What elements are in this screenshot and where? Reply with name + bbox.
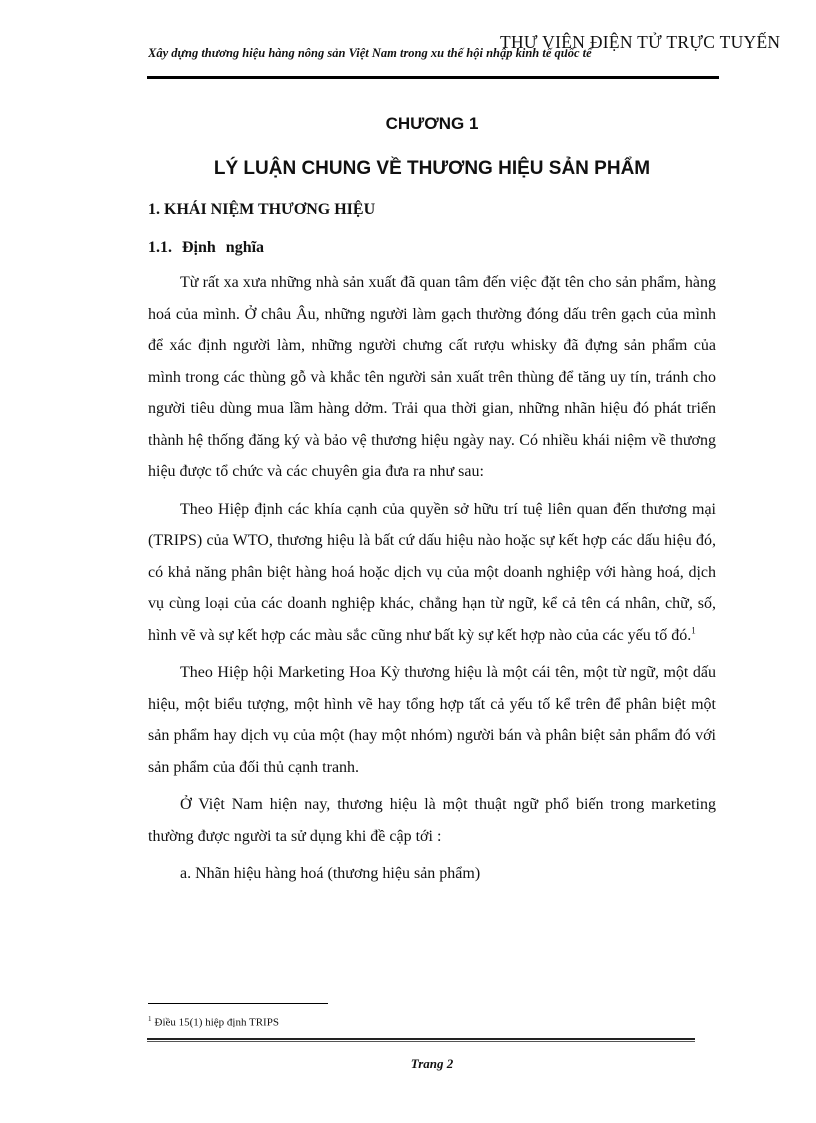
subsection-heading: 1.1. Định nghĩa — [148, 239, 265, 256]
header-divider — [147, 76, 719, 79]
running-header: Xây dựng thương hiệu hàng nông sản Việt Nam trong xu thế hội nhập kinh tế quốc tế — [148, 46, 592, 60]
footnote-reference: 1 — [691, 625, 696, 636]
paragraph-2-text: Theo Hiệp định các khía cạnh của quyền sở hữu trí tuệ liên quan đến thương mại (TRIPS) của WTO, thương hiệu là bất cứ dấu hiệu nào hoặc sự kết hợp các dấu hiệu đó, có khả năng phân biệt hàng hoá hoặc dịch vụ của một doanh nghiệp với hàng hoá, dịch vụ cùng loại của các doanh nghiệp khác, chẳng hạn từ ngữ, kể cả tên cá nhân, chữ, số, hình vẽ và sự kết hợp các màu sắc cũng như bất kỳ sự kết hợp nào của các yếu tố đó. — [148, 500, 716, 644]
page-number: Trang 2 — [410, 1056, 454, 1071]
footnote-divider — [148, 1003, 328, 1004]
paragraph-2 — [148, 494, 716, 652]
paragraph-1: Từ rất xa xưa những nhà sản xuất đã quan tâm đến việc đặt tên cho sản phẩm, hàng hoá của mình. Ở châu Âu, những người làm gạch thường đóng dấu trên gạch của mình để xác định người làm, những người chưng cất rượu whisky đã đựng sản phẩm của mình trong các thùng gỗ và khắc tên người sản xuất trên thùng để tăng uy tín, tránh cho người tiêu dùng mua lầm hàng dởm. Trải qua thời gian, những nhãn hiệu đó phát triển thành hệ thống đăng ký và bảo vệ thương hiệu ngày nay. Có nhiều khái niệm về thương hiệu được tổ chức và các chuyên gia đưa ra như sau: — [148, 274, 716, 480]
section-heading: 1. KHÁI NIỆM THƯƠNG HIỆU — [148, 201, 376, 218]
body-text — [148, 267, 716, 896]
footnote — [148, 1015, 279, 1029]
list-item-a: a. Nhãn hiệu hàng hoá (thương hiệu sản phẩm) — [180, 865, 481, 882]
chapter-label: CHƯƠNG 1 — [385, 114, 479, 133]
footnote-text: Điều 15(1) hiệp định TRIPS — [154, 1016, 279, 1029]
paragraph-3: Theo Hiệp hội Marketing Hoa Kỳ thương hiệu là một cái tên, một từ ngữ, một dấu hiệu, một biểu tượng, một hình vẽ hay tổng hợp tất cả yếu tố kể trên để phân biệt một sản phẩm hay dịch vụ của một (hay một nhóm) người bán và phân biệt sản phẩm đó với sản phẩm của đối thủ cạnh tranh. — [148, 664, 716, 776]
library-watermark: THƯ VIỆN ĐIỆN TỬ TRỰC TUYẾN — [500, 32, 781, 52]
paragraph-4: Ở Việt Nam hiện nay, thương hiệu là một thuật ngữ phổ biến trong marketing thường được người ta sử dụng khi đề cập tới : — [148, 796, 716, 845]
chapter-title: LÝ LUẬN CHUNG VỀ THƯƠNG HIỆU SẢN PHẨM — [213, 158, 651, 179]
footer-divider — [147, 1038, 695, 1042]
footnote-mark: 1 — [148, 1015, 152, 1023]
